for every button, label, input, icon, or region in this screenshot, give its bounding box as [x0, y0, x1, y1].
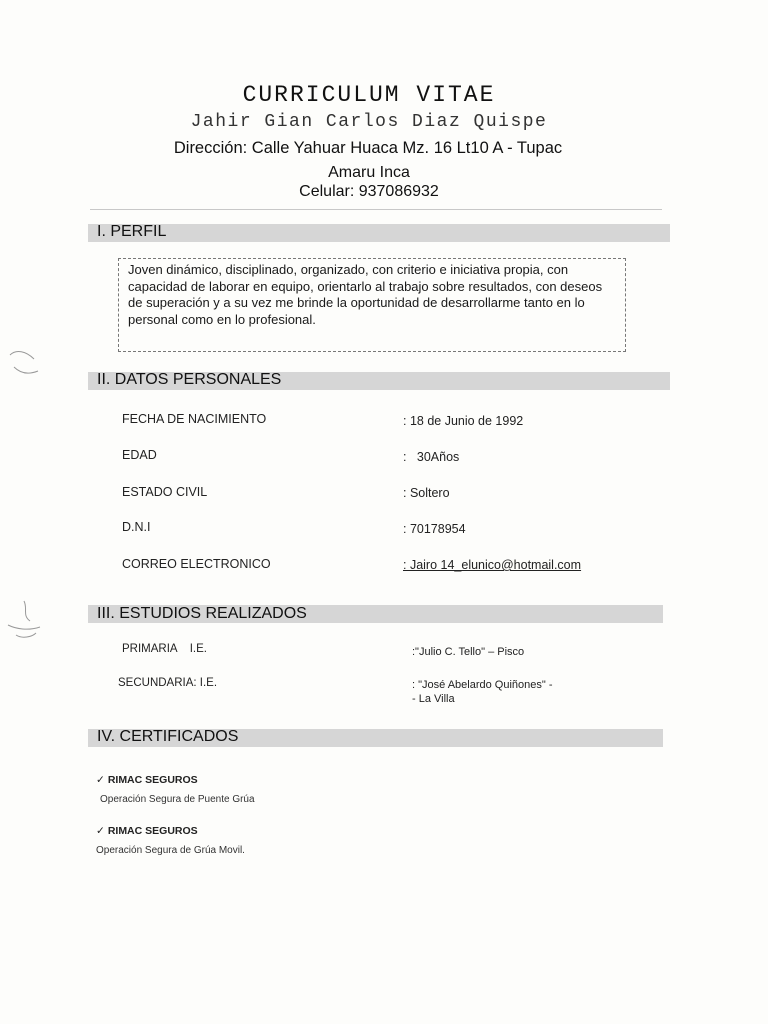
candidate-name: Jahir Gian Carlos Diaz Quispe	[190, 112, 548, 132]
section-title-perfil: I. PERFIL	[97, 223, 167, 240]
section-title-certificados: IV. CERTIFICADOS	[97, 728, 239, 745]
section-bar-perfil	[88, 224, 670, 242]
label-estado-civil: ESTADO CIVIL	[122, 485, 208, 499]
label-correo: CORREO ELECTRONICO	[122, 557, 271, 571]
value-correo: : Jairo 14_elunico@hotmail.com	[403, 558, 582, 572]
cert-item-2-desc: Operación Segura de Grúa Movil.	[96, 845, 245, 856]
document-title: CURRICULUM VITAE	[242, 82, 496, 108]
cert-item-2-title	[96, 825, 198, 837]
profile-text: Joven dinámico, disciplinado, organizado, con criterio e iniciativa propia, con capacidad de laborar en equipo, orientarlo al trabajo sobre resultados, con deseos de superación y a su vez me brinde la oportunidad de desarrollarme tanto en lo personal como en lo profesional.	[128, 262, 603, 327]
value-edad: : 30Años	[403, 450, 460, 464]
checkmark-icon: ✓	[96, 825, 105, 837]
value-fecha-nacimiento: : 18 de Junio de 1992	[403, 414, 524, 428]
section-title-estudios: III. ESTUDIOS REALIZADOS	[97, 605, 307, 622]
scan-artifact-mark	[2, 595, 46, 645]
cert-item-1-desc: Operación Segura de Puente Grúa	[100, 794, 255, 805]
cert-item-2-name: RIMAC SEGUROS	[107, 825, 198, 837]
address-line-1: Dirección: Calle Yahuar Huaca Mz. 16 Lt10 A - Tupac	[173, 139, 563, 157]
label-dni: D.N.I	[122, 520, 151, 534]
value-primaria: :"Julio C. Tello" – Pisco	[412, 646, 525, 658]
label-primaria: PRIMARIA I.E.	[122, 643, 207, 655]
cert-item-1-name: RIMAC SEGUROS	[107, 774, 198, 786]
phone-number: Celular: 937086932	[299, 183, 439, 200]
label-secundaria: SECUNDARIA: I.E.	[118, 677, 218, 689]
value-estado-civil: : Soltero	[403, 486, 450, 500]
header-divider	[90, 209, 662, 210]
section-title-datos: II. DATOS PERSONALES	[97, 371, 282, 388]
label-edad: EDAD	[122, 448, 157, 462]
value-secundaria-1: : "José Abelardo Quiñones" -	[412, 679, 553, 691]
cert-item-1-title	[96, 774, 198, 786]
scan-artifact-mark	[4, 345, 44, 385]
checkmark-icon: ✓	[96, 774, 105, 786]
address-line-2: Amaru Inca	[328, 164, 410, 181]
label-fecha-nacimiento: FECHA DE NACIMIENTO	[122, 412, 267, 426]
value-dni: : 70178954	[403, 522, 466, 536]
value-secundaria-2: - La Villa	[412, 693, 455, 705]
